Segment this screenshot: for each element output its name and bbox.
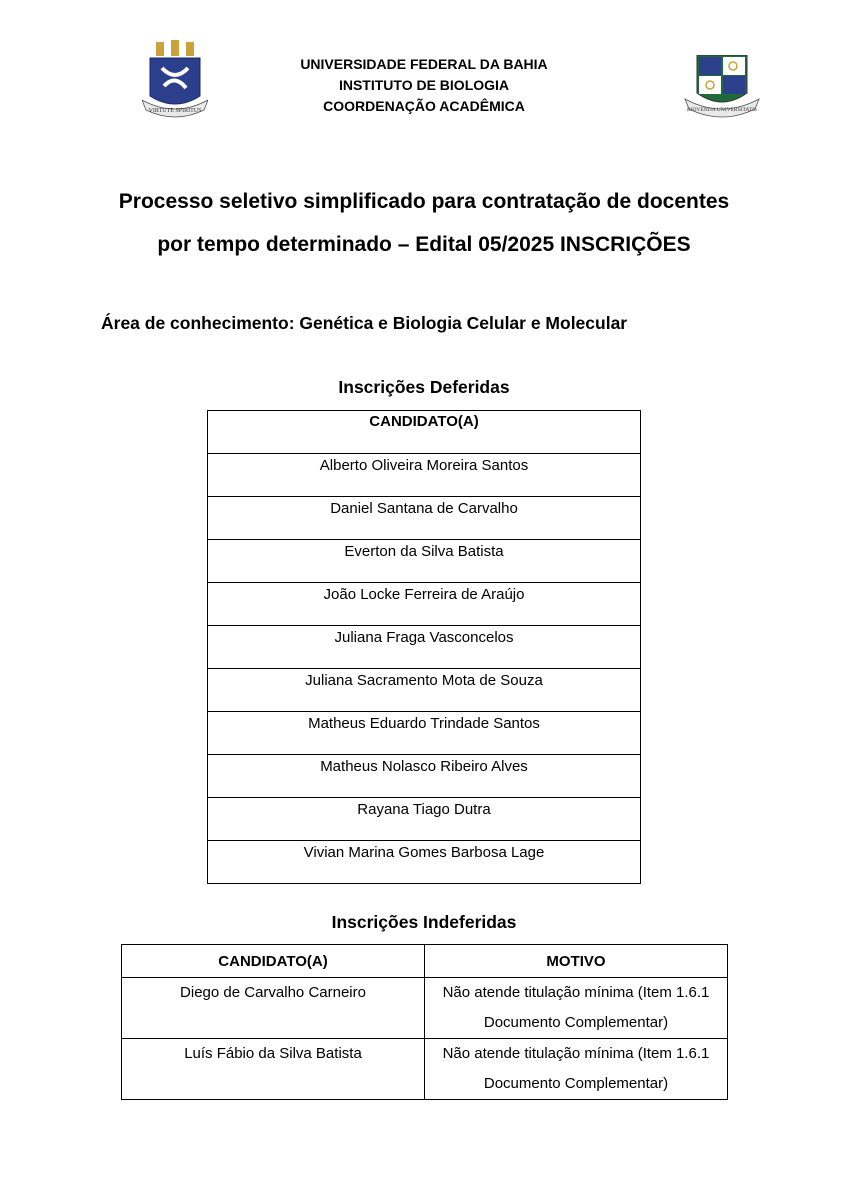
table-row	[208, 669, 641, 712]
candidato-name: Daniel Santana de Carvalho	[208, 497, 641, 540]
title-line-2: por tempo determinado – Edital 05/2025 INSCRIÇÕES	[157, 233, 691, 256]
table-row	[208, 583, 641, 626]
table-row	[208, 497, 641, 540]
candidato-name: Diego de Carvalho Carneiro	[122, 978, 425, 1039]
indeferidas-title: Inscrições Indeferidas	[331, 912, 517, 932]
table-row	[208, 454, 641, 497]
institution-header	[224, 54, 624, 117]
motivo-text: Não atende titulação mínima (Item 1.6.1 Documento Complementar)	[425, 978, 728, 1039]
indeferidas-header-motivo: MOTIVO	[425, 945, 728, 978]
motivo-text: Não atende titulação mínima (Item 1.6.1 Documento Complementar)	[425, 1039, 728, 1100]
deferidas-table	[207, 410, 641, 884]
table-row	[208, 798, 641, 841]
svg-text:VIRTUTE SPIRITUS: VIRTUTE SPIRITUS	[148, 108, 202, 114]
candidato-name: Juliana Fraga Vasconcelos	[208, 626, 641, 669]
candidato-name: Everton da Silva Batista	[208, 540, 641, 583]
candidato-name: Vivian Marina Gomes Barbosa Lage	[208, 841, 641, 884]
table-row	[208, 626, 641, 669]
candidato-name: Alberto Oliveira Moreira Santos	[208, 454, 641, 497]
knowledge-area: Área de conhecimento: Genética e Biologia Celular e Molecular	[101, 313, 628, 333]
document-title	[40, 180, 808, 266]
candidato-name: Matheus Eduardo Trindade Santos	[208, 712, 641, 755]
ufba-coat-of-arms-logo	[142, 38, 208, 124]
header-coordination: COORDENAÇÃO ACADÊMICA	[323, 98, 525, 114]
header-institute: INSTITUTO DE BIOLOGIA	[338, 77, 510, 93]
candidato-name: Rayana Tiago Dutra	[208, 798, 641, 841]
table-row	[208, 841, 641, 884]
candidato-name: Luís Fábio da Silva Batista	[122, 1039, 425, 1100]
table-row	[208, 712, 641, 755]
table-row	[208, 755, 641, 798]
svg-text:BIOVENDA UNIVERSITATIS: BIOVENDA UNIVERSITATIS	[687, 107, 757, 113]
candidato-name: João Locke Ferreira de Araújo	[208, 583, 641, 626]
indeferidas-table	[121, 944, 728, 1100]
table-row	[208, 540, 641, 583]
indeferidas-header-candidato: CANDIDATO(A)	[122, 945, 425, 978]
title-line-1: Processo seletivo simplificado para contratação de docentes	[118, 190, 730, 213]
deferidas-title: Inscrições Deferidas	[338, 377, 510, 397]
deferidas-header-candidato: CANDIDATO(A)	[208, 411, 641, 454]
candidato-name: Matheus Nolasco Ribeiro Alves	[208, 755, 641, 798]
torch-icons	[156, 40, 194, 56]
candidato-name: Juliana Sacramento Mota de Souza	[208, 669, 641, 712]
header-university: UNIVERSIDADE FEDERAL DA BAHIA	[300, 56, 548, 72]
institute-biology-shield-logo	[683, 55, 761, 123]
table-row	[122, 1039, 728, 1100]
table-row	[122, 978, 728, 1039]
